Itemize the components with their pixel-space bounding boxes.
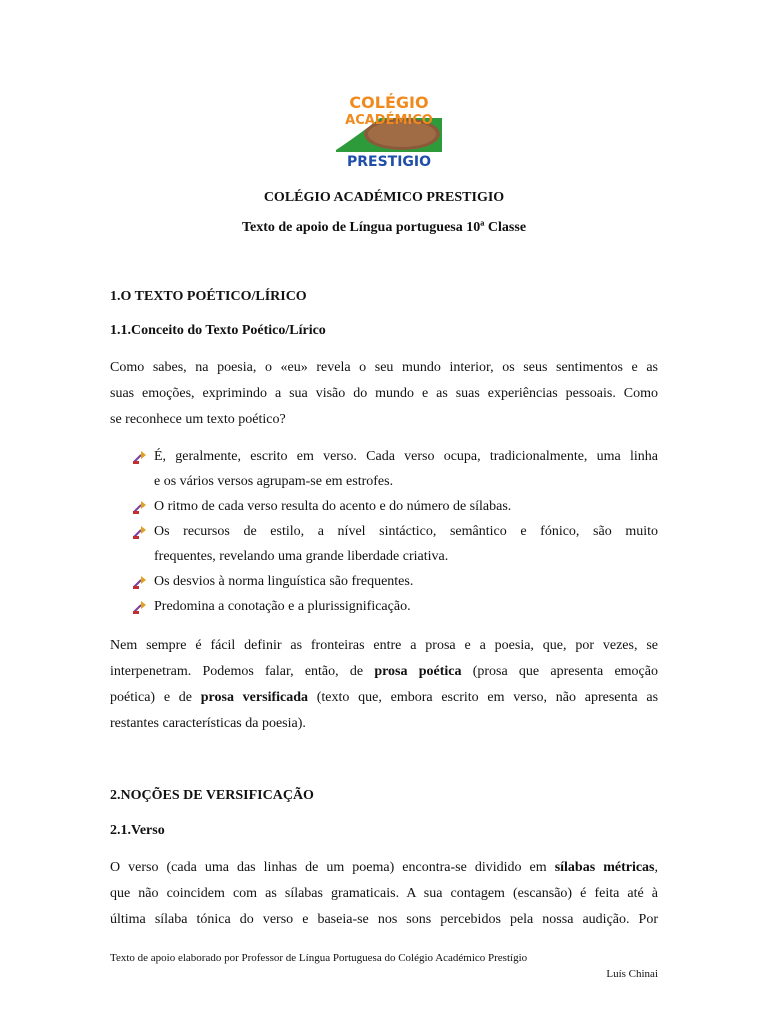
text-fragment: ,: [654, 860, 658, 875]
text-line: Como sabes, na poesia, o «eu» revela o seu mundo interior, os seus sentimentos e as: [110, 360, 658, 375]
text-line: [110, 659, 658, 685]
logo-line-2: ACADÉMICO: [345, 113, 433, 128]
text-line: O ritmo de cada verso resulta do acento e do número de sílabas.: [154, 499, 512, 514]
section-2-1-title: 2.1.Verso: [110, 823, 165, 838]
arrow-pen-icon: [132, 599, 148, 615]
list-item: [132, 569, 658, 594]
section-2-title: 2.NOÇÕES DE VERSIFICAÇÃO: [110, 788, 314, 803]
prose-paragraph: [110, 633, 658, 737]
text-line: [110, 855, 658, 881]
text-line: se reconhece um texto poético?: [110, 412, 286, 427]
text-line: última sílaba tónica do verso e baseia-se nos sons percebidos pela nossa audição. Por: [110, 912, 658, 927]
text-line: Nem sempre é fácil definir as fronteiras entre a prosa e a poesia, que, por vezes, se: [110, 638, 658, 653]
text-line: que não coincidem com as sílabas gramaticais. A sua contagem (escansão) é feita até à: [110, 886, 658, 901]
text-line: frequentes, revelando uma grande liberdade criativa.: [154, 549, 449, 564]
text-fragment: poética) e de: [110, 690, 201, 705]
term-silabas-metricas: sílabas métricas: [554, 860, 655, 875]
list-item: [132, 494, 658, 519]
text-fragment: interpenetram. Podemos falar, então, de: [110, 664, 375, 679]
text-line: [110, 685, 658, 711]
school-logo: [330, 92, 448, 170]
footer-author: Luís Chinai: [606, 968, 658, 980]
text-line: e os vários versos agrupam-se em estrofes.: [154, 474, 394, 489]
text-line: Os recursos de estilo, a nível sintáctico, semântico e fónico, são muito: [154, 524, 658, 539]
arrow-pen-icon: [132, 574, 148, 590]
text-fragment: (texto que, embora escrito em verso, não apresenta as: [308, 690, 659, 705]
verse-paragraph: [110, 855, 658, 933]
document-subtitle: Texto de apoio de Língua portuguesa 10ª Classe: [241, 220, 527, 235]
text-fragment: O verso (cada uma das linhas de um poema) encontra-se dividido em: [110, 860, 555, 875]
page-footer: [110, 950, 658, 982]
text-line: restantes características da poesia).: [110, 716, 306, 731]
school-name: COLÉGIO ACADÉMICO PRESTIGIO: [263, 190, 505, 205]
footer-text: Texto de apoio elaborado por Professor de Língua Portuguesa do Colégio Académico Prestígio: [110, 952, 528, 964]
text-line: Predomina a conotação e a plurissignificação.: [154, 599, 411, 614]
logo-line-3: PRESTIGIO: [346, 154, 432, 170]
section-1-title: 1.O TEXTO POÉTICO/LÍRICO: [110, 289, 307, 304]
logo-emblem: [330, 92, 448, 170]
logo-line-1: COLÉGIO: [349, 93, 429, 112]
text-line: suas emoções, exprimindo a sua visão do mundo e as suas experiências pessoais. Como: [110, 386, 658, 401]
term-prosa-versificada: prosa versificada: [200, 690, 309, 705]
list-item: [132, 519, 658, 569]
arrow-pen-icon: [132, 524, 148, 540]
arrow-pen-icon: [132, 499, 148, 515]
section-1-1-title: 1.1.Conceito do Texto Poético/Lírico: [110, 323, 326, 338]
term-prosa-poetica: prosa poética: [374, 664, 462, 679]
list-item: [132, 444, 658, 494]
list-item: [132, 594, 658, 619]
feature-list: [132, 444, 658, 619]
text-fragment: (prosa que apresenta emoção: [461, 664, 658, 679]
text-line: É, geralmente, escrito em verso. Cada verso ocupa, tradicionalmente, uma linha: [154, 449, 658, 464]
text-line: Os desvios à norma linguística são frequentes.: [154, 574, 414, 589]
intro-paragraph: [110, 355, 658, 433]
arrow-pen-icon: [132, 449, 148, 465]
